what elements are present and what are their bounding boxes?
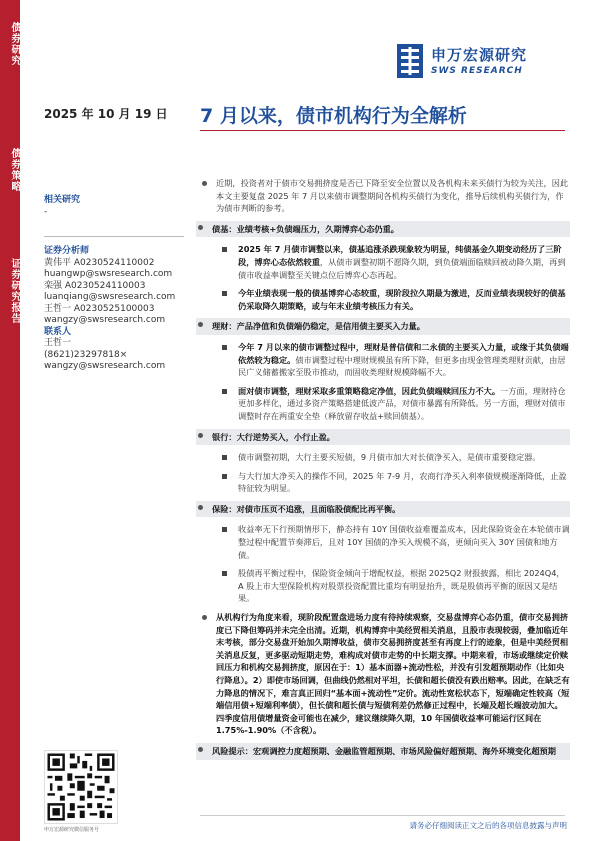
intro-paragraph [200,177,570,215]
conclusion-text: 从机构行为角度来看，现阶段配置盘进场力度有待持续观察，交易盘博弈心态仍重，债市交易拥挤度已下降但筹码并未完全出清。近期，机构博弈中美经贸相关消息，且股市表现较弱，叠加临近年末考核，部分交易盘开始加久期博收益，债市交易拥挤度甚至有再度上行的迹象，但是中美经贸相关消息反复，更多驱动短期走势，难构成对债市走势的中长期支撑。中期来看，市场或继续定价赎回压力和机构交易拥挤度，原因在于：1）基本面器+流动性松，并没有引发超预期动作（比如央行降息）。2）即使市场回调，但曲线仍然相对平坦，长债和超长债没有跌出赔率。因此，在缺乏有力降息的情况下，难言真正回归“基本面+流动性”定价。流动性宽松状态下，短端确定性较高（短端信用债+短端利率债），但长债和超长债与短债利差仍然修正过程中，长端及超长端波动加大。四季度信用债增量资金可能也在减少，建议继续降久期，10 年国债收益率可能运行区间在1.75%-1.90%（不含税）。 [216,612,570,736]
contact-title: 联系人 [44,326,72,337]
bullet-text: 债市调整过程中理财规模虽有所下降，但更多由现金管理类理财贡献，由居民广义储蓄搬家至股市推动，而固收类理财规模降幅不大。 [238,354,566,378]
bullet-bold-text: 今年 7 月以来的债市调整过程中，理财是普信债和二永债的主要买入力量，或缘于其负债端依然较为稳定。 [238,341,569,365]
section-banks-heading [196,429,570,446]
report-summary [200,177,570,766]
footer-divider [200,815,565,816]
bullet-bold-text: 2025 年 7 月债市调整以来，债基追涨杀跌现象较为明显，纯债基金久期变动经历了三阶段，博弈心态依然较重 [238,244,562,267]
bullet-text: ，从债市调整初期不愿降久期，到负债端面临赎回被动降久期，再到债市收益率调整至关键点位后博弈心态再起。 [238,256,566,280]
contact-email-link[interactable]: wangzy@swsresearch.com [44,361,166,371]
logo-english-name: SWS RESEARCH [431,66,523,76]
analysts-block [44,246,184,373]
section-insurance-heading [196,501,570,518]
risk-warning [196,743,570,760]
page-title: 7 月以来，债市机构行为全解析 [200,105,467,127]
bullet-item [200,385,570,423]
related-research-value: - [44,206,48,217]
analyst-email-link[interactable]: wangzy@swsresearch.com [44,315,166,325]
section-heading-text: 保险：对债市压页不追涨，且面临股债配比再平衡。 [212,503,401,514]
left-divider [44,236,184,237]
bullet-bold-text: 面对债市调整，理财采取多重策略稳定净值，因此负债端赎回压力不大。 [238,385,501,396]
sidebar-label-bond-strategy: 债券策略 [9,148,20,192]
sidebar-label-bond-research: 债券研究 [9,22,20,66]
sidebar [0,0,20,841]
contact-phone: (8621)23297818× [44,349,128,360]
bullet-item [200,470,570,495]
section-heading-text: 银行：大行逆势买入，小行止盈。 [212,431,335,442]
analyst-line: 黄伟平 A0230524110002 [44,257,155,268]
related-research-title: 相关研究 [44,195,81,205]
related-research [44,195,184,218]
bullet-item [200,287,570,312]
report-date: 2025 年 10 月 19 日 [44,107,168,121]
section-bond-funds-heading [196,221,570,238]
analysts-title: 证券分析师 [44,246,90,256]
risk-warning-text: 风险提示：宏观调控力度超预期、金融监管超预期、市场风险偏好超预期、海外环境变化超预期 [212,745,556,756]
conclusion-paragraph [200,611,570,737]
company-logo [397,42,565,82]
bullet-item [200,451,570,464]
bullet-item [200,341,570,379]
bullet-text: 与大行加大净买入的操作不同，2025 年 7-9 月，农商行净买入利率债规模逐渐降低，止盈特征较为明显。 [238,470,567,494]
contact-name: 王哲一 [44,338,72,348]
sidebar-label-report-type: 证券研究报告 [9,258,20,324]
section-wealth-mgmt-heading [196,318,570,335]
disclaimer-footer: 请务必仔细阅读正文之后的各项信息披露与声明 [409,821,567,830]
bullet-item [200,567,570,605]
analyst-line: 栾强 A0230524110003 [44,280,146,291]
bullet-item [200,523,570,561]
bullet-item [200,243,570,281]
section-heading-text: 理财：产品净值和负债端仍稳定，是信用债主要买入力量。 [212,321,425,332]
logo-chinese-name: 申万宏源研究 [431,46,528,64]
bullet-text: 股债再平衡过程中，保险资金倾向于增配权益，根据 2025Q2 财报披露，相比 2024Q4，A 股上市大型保险机构对股票投资配置比重均有明显抬升，既是股债再平衡的原因又是结果。 [238,568,565,604]
bullet-bold-text: 今年业绩表现一般的债基博弈心态较重，现阶段拉久期最为激进，反而业绩表现较好的债基仍采取降久期策略，或与年末业绩考核压力有关。 [238,288,566,311]
intro-text: 近期，投资者对于债市交易拥挤度是否已下降至安全位置以及各机构未来买债行为较为关注，因此本文主要复盘 2025 年 7 月以来债市调整期间各机构买债行为变化，推导后续机构买债行为，作为债市判断的参考。 [216,178,569,214]
bullet-text: 一方面，理财持仓更加多样化，通过多资产策略搭建低波产品，对债市暴露有所降低。另一方面，理财对债市调整时存在两重安全垫（释放留存收益+赎回债基）。 [238,385,566,421]
bullet-text: 债市调整初期，大行主要买短债，9 月债市加大对长债净买入，是债市重要稳定器。 [238,452,541,463]
analyst-line: 王哲一 A0230525100003 [44,303,155,314]
bullet-text: 收益率无下行预期情形下，静态持有 10Y 国债收益难覆盖成本，因此保险资金在本轮债市调整过程中配置节奏滞后，且对 10Y 国债的净买入规模不高，更倾向买入 30Y 国债和地方债。 [238,524,570,560]
analyst-email-link[interactable]: huangwp@swsresearch.com [44,269,173,279]
section-heading-text: 债基：业绩考核+负债端压力，久期博弈心态仍重。 [212,223,399,234]
sws-logo-icon [397,44,423,78]
title-divider [200,130,565,131]
analyst-email-link[interactable]: luanqiang@swsresearch.com [44,292,176,302]
qr-code-icon [44,750,118,824]
qr-code-caption: 申万宏源研究微信服务号 [44,827,100,833]
